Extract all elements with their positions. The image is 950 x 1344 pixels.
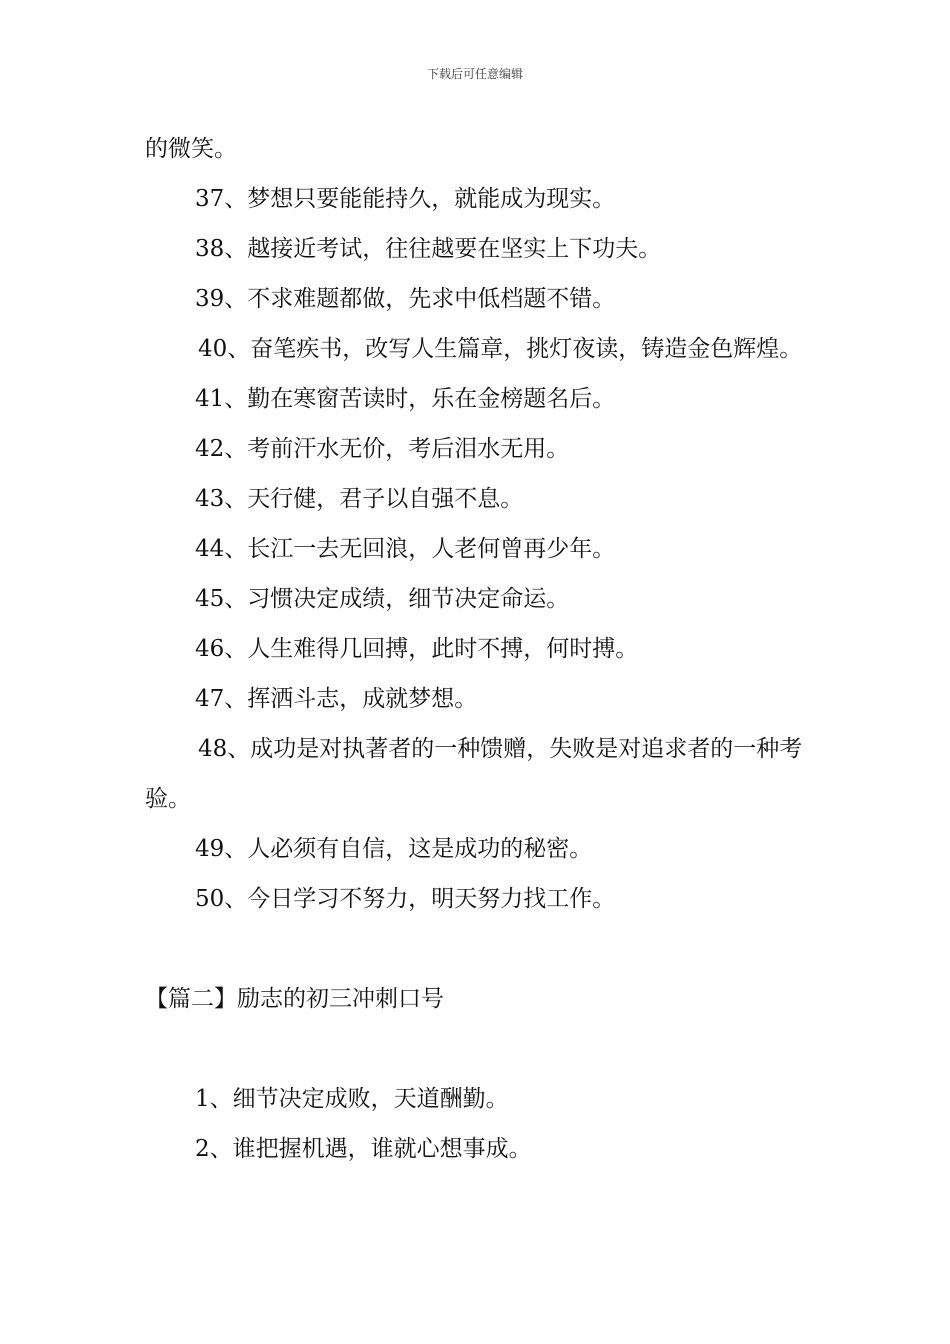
section-heading: 【篇二】励志的初三冲刺口号 — [145, 986, 444, 1012]
slogan-item-41: 41、勤在寒窗苦读时，乐在金榜题名后。 — [195, 386, 616, 412]
slogan-item-44: 44、长江一去无回浪，人老何曾再少年。 — [195, 536, 616, 562]
slogan-item-42: 42、考前汗水无价，考后泪水无用。 — [195, 436, 570, 462]
slogan-item-45: 45、习惯决定成绩，细节决定命运。 — [195, 586, 570, 612]
slogan-item-39: 39、不求难题都做，先求中低档题不错。 — [195, 286, 616, 312]
slogan-item-46: 46、人生难得几回搏，此时不搏，何时搏。 — [195, 636, 639, 662]
slogan-item-43: 43、天行健，君子以自强不息。 — [195, 486, 524, 512]
spacer — [145, 1024, 810, 1074]
paragraph-continuation: 的微笑。 — [145, 136, 237, 162]
page-header: 下载后可任意编辑 — [426, 67, 523, 81]
slogan-item-47: 47、挥洒斗志，成就梦想。 — [195, 686, 478, 712]
slogan-item-48: 48、成功是对执著者的一种馈赠，失败是对追求者的一种考验。 — [145, 736, 803, 812]
slogan-item-37: 37、梦想只要能能持久，就能成为现实。 — [195, 186, 616, 212]
spacer — [145, 924, 810, 974]
document-body — [145, 124, 810, 1174]
slogan-item-49: 49、人必须有自信，这是成功的秘密。 — [195, 836, 593, 862]
slogan-item-38: 38、越接近考试，往往越要在坚实上下功夫。 — [195, 236, 662, 262]
slogan-item-40: 40、奋笔疾书，改写人生篇章，挑灯夜读，铸造金色辉煌。 — [198, 336, 803, 362]
slogan-item-50: 50、今日学习不努力，明天努力找工作。 — [195, 886, 616, 912]
section-item-1: 1、细节决定成败，天道酬勤。 — [195, 1086, 509, 1112]
section-item-2: 2、谁把握机遇，谁就心想事成。 — [195, 1136, 532, 1162]
